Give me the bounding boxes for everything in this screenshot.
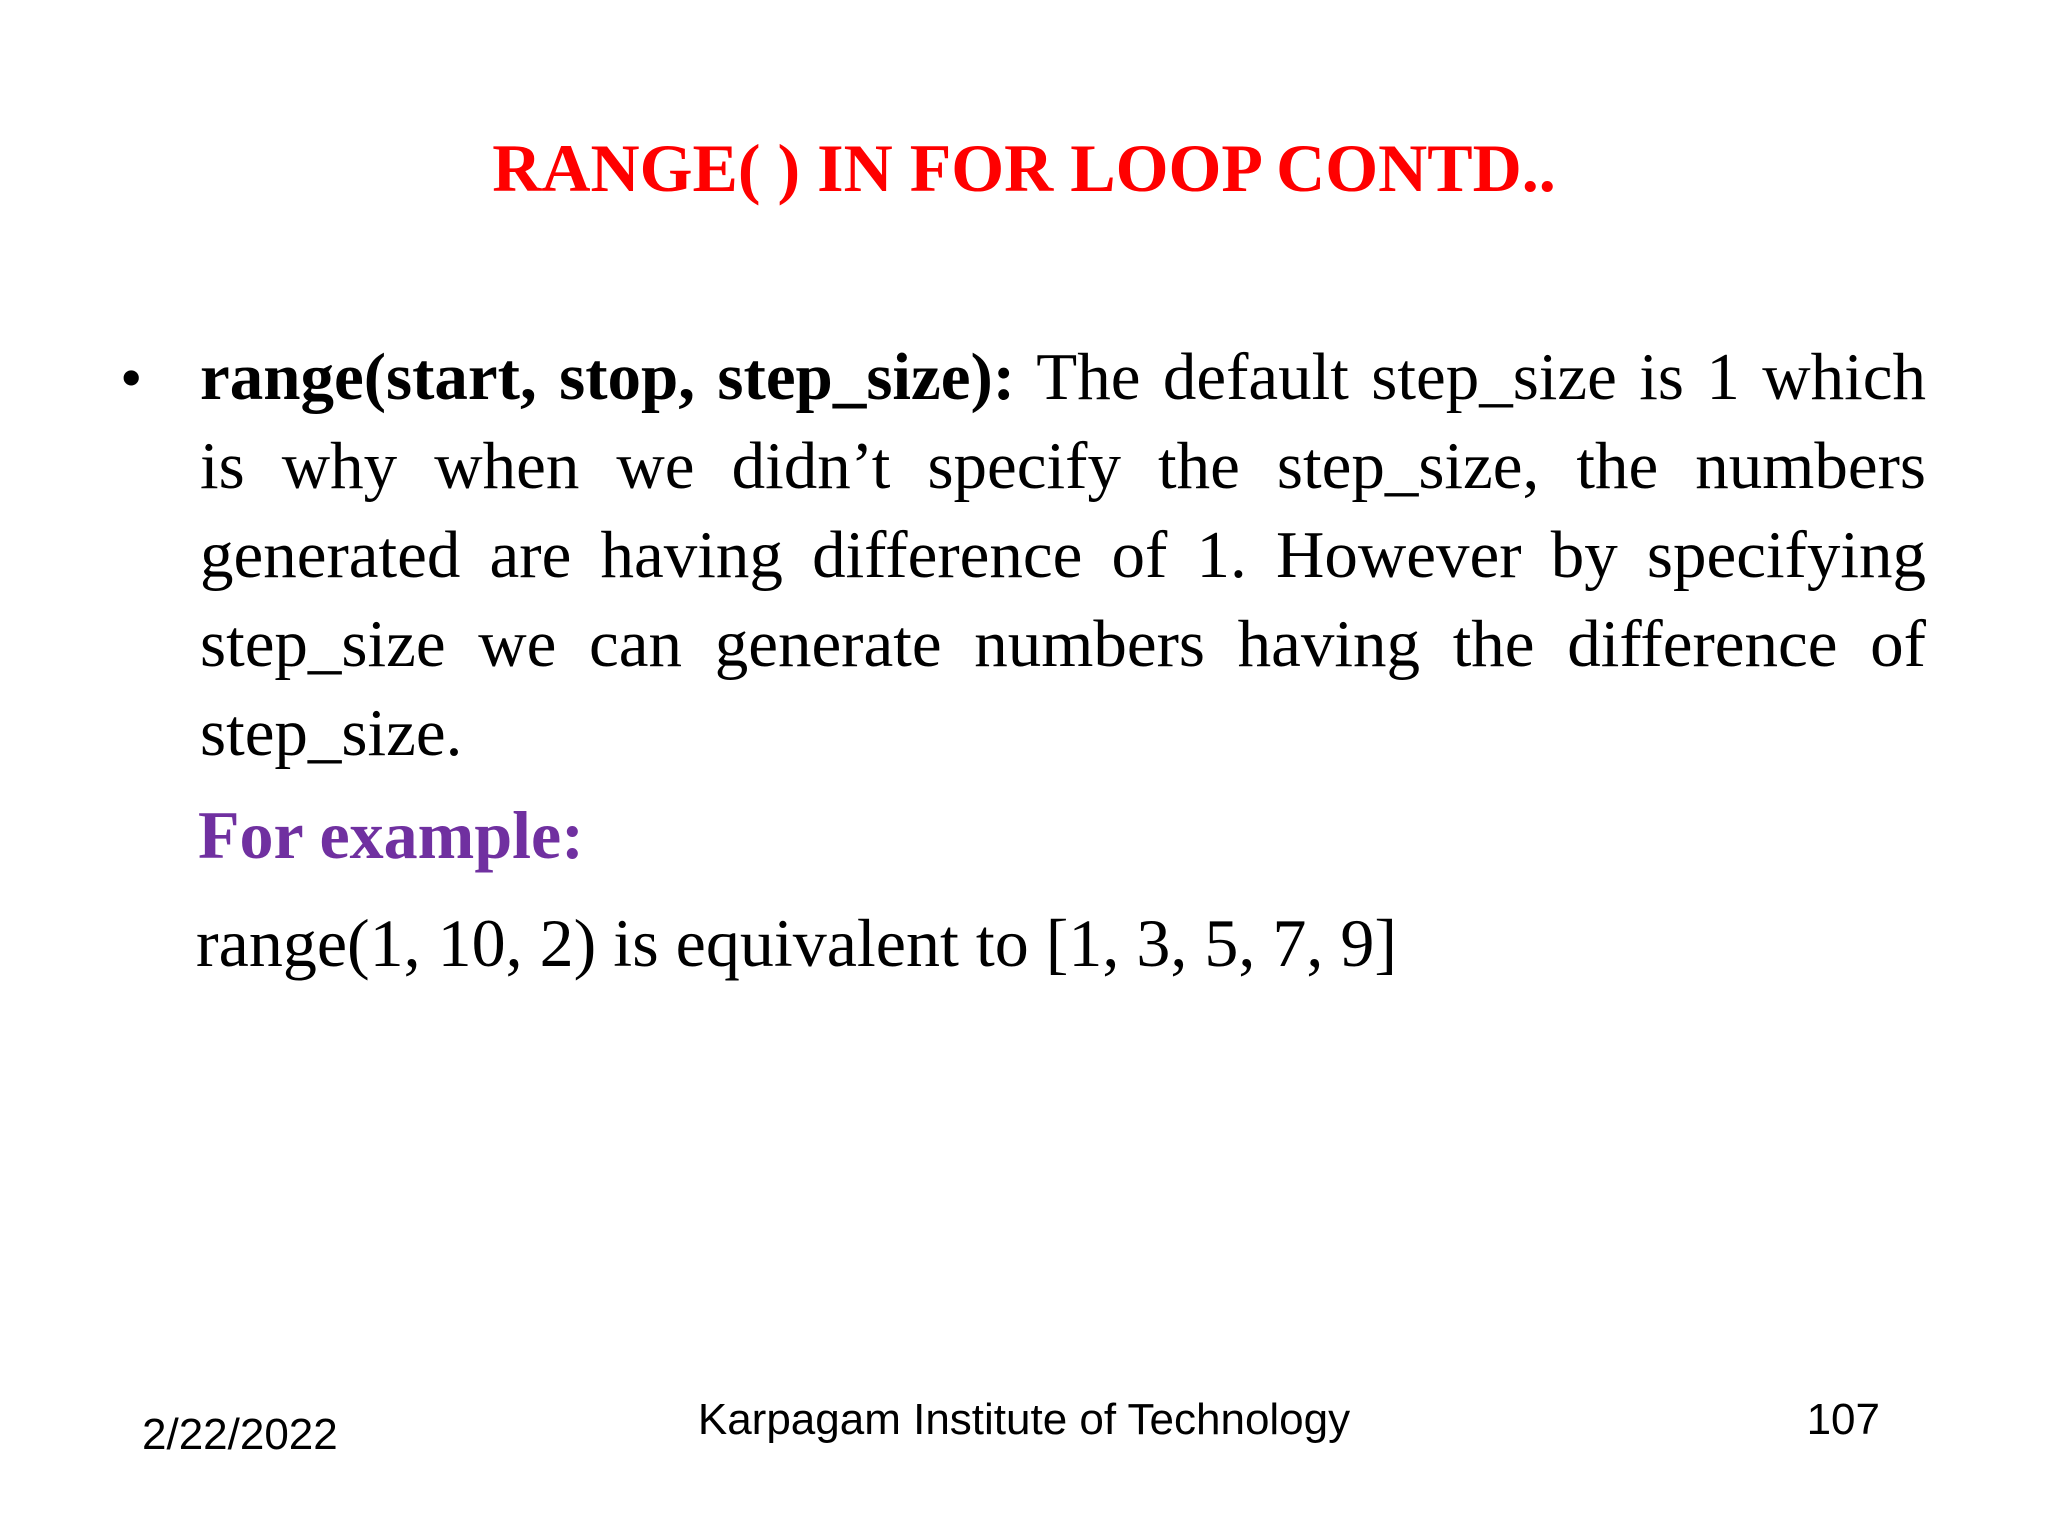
example-code: range(1, 10, 2) is equivalent to [1, 3, 5, 7, 9] [196, 905, 1398, 981]
bullet-term: range(start, stop, step_size): [200, 340, 1016, 414]
bullet-description: The default step_size is 1 which is why when we didn’t specify the step_size, the numbers generated are having difference of 1. However by specifying step_size we can generate numbers having the difference of step_size. [200, 340, 1926, 770]
slide-title: RANGE( ) IN FOR LOOP CONTD.. [492, 130, 1556, 206]
example-label: For example: [198, 797, 584, 873]
footer-organization: Karpagam Institute of Technology [697, 1395, 1351, 1444]
footer-date: 2/22/2022 [142, 1410, 338, 1459]
footer-page-number: 107 [1806, 1395, 1880, 1444]
bullet-icon: • [120, 342, 143, 413]
bullet-paragraph [200, 333, 1926, 778]
